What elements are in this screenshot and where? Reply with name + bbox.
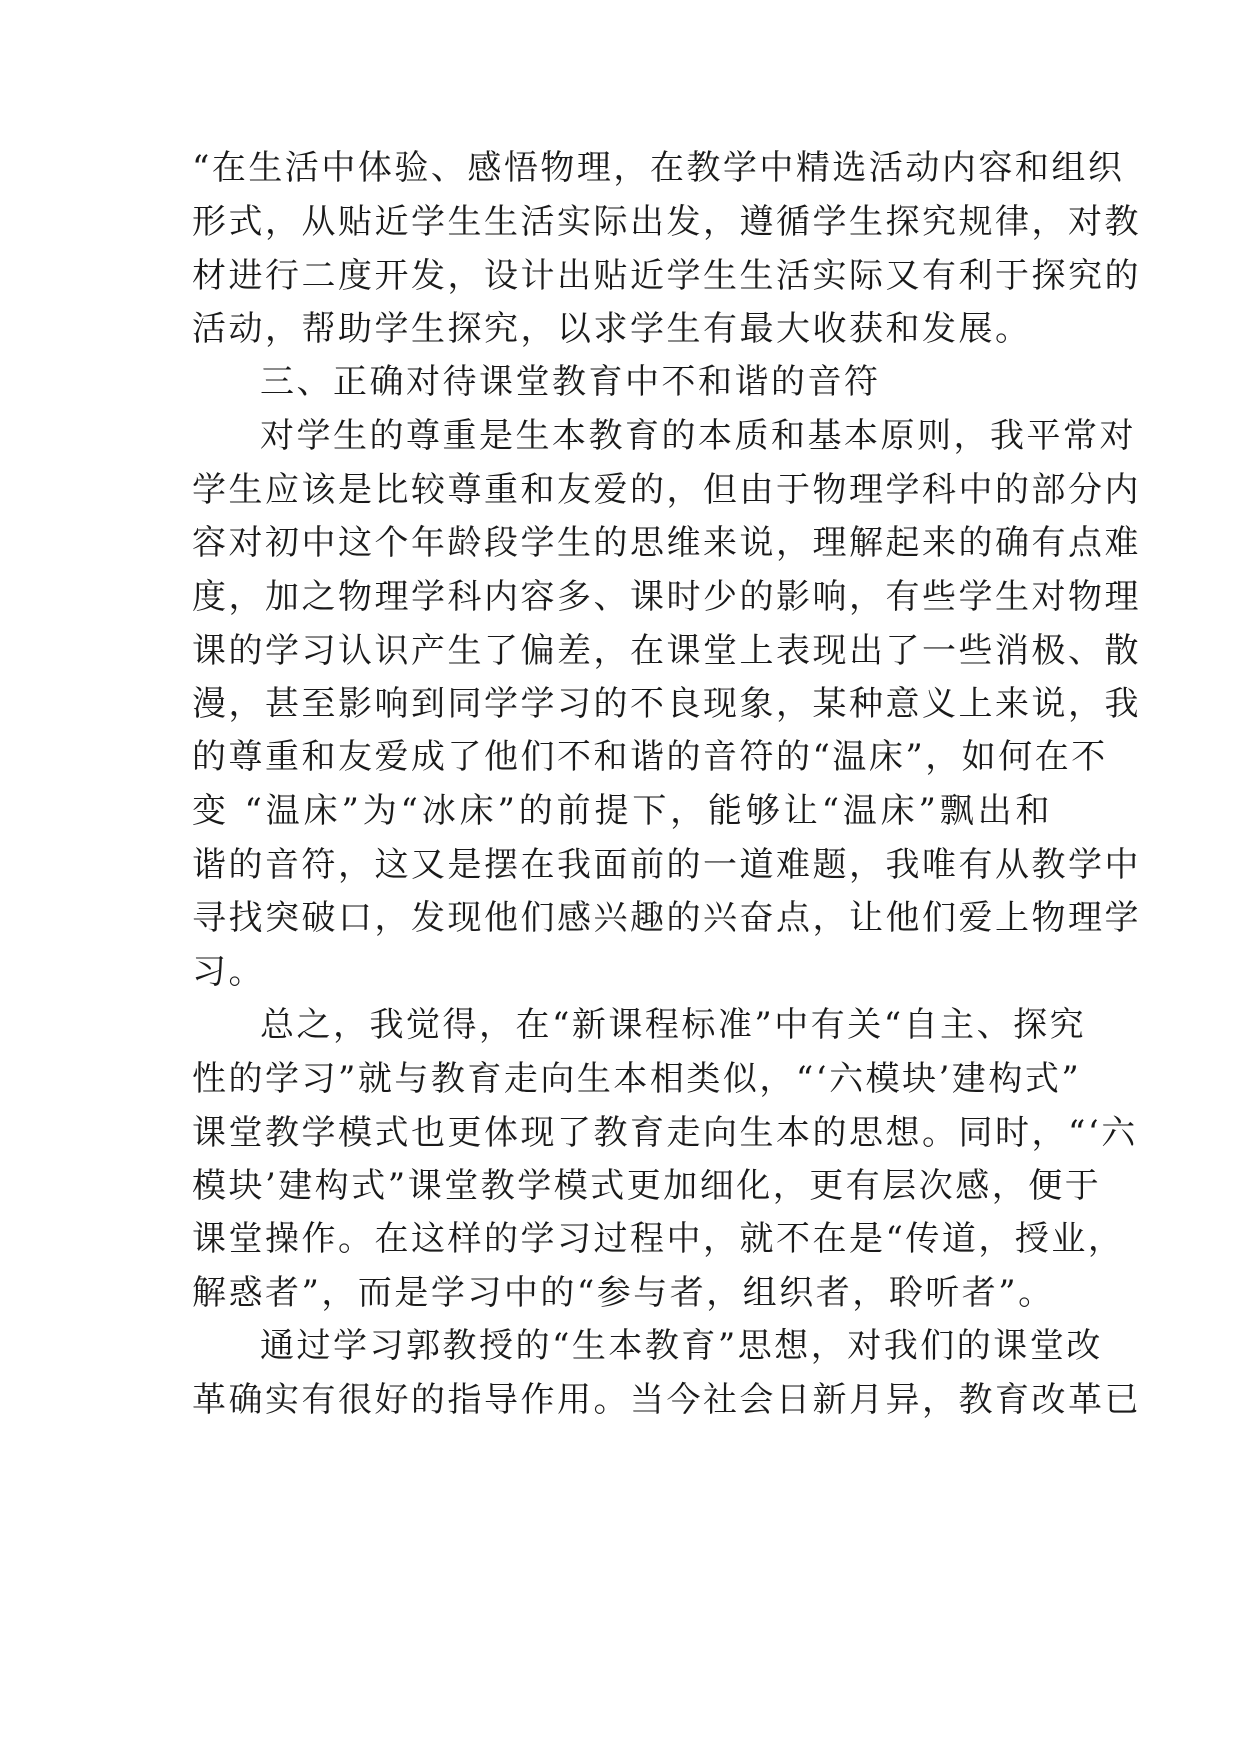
- text-line: 学生应该是比较尊重和友爱的，但由于物理学科中的部分内: [192, 470, 1141, 510]
- text-line: 漫，甚至影响到同学学习的不良现象，某种意义上来说，我: [192, 684, 1141, 724]
- text-line: 习。: [192, 952, 265, 992]
- text-line: 谐的音符，这又是摆在我面前的一道难题，我唯有从教学中: [192, 845, 1141, 885]
- text-line: 变 “温床”为“冰床”的前提下，能够让“温床”飘出和: [192, 791, 1052, 831]
- text-line: 对学生的尊重是生本教育的本质和基本原则，我平常对: [260, 416, 1136, 456]
- text-line: 形式，从贴近学生生活实际出发，遵循学生探究规律，对教: [192, 202, 1141, 242]
- text-line: 课堂教学模式也更体现了教育走向生本的思想。同时，“‘六: [192, 1113, 1138, 1153]
- text-line: 解惑者”，而是学习中的“参与者，组织者，聆听者”。: [192, 1273, 1055, 1313]
- text-line: 容对初中这个年龄段学生的思维来说，理解起来的确有点难: [192, 523, 1141, 563]
- text-line: 通过学习郭教授的“生本教育”思想，对我们的课堂改: [260, 1326, 1103, 1366]
- text-line: 性的学习”就与教育走向生本相类似，“‘六模块’建构式”: [192, 1059, 1082, 1099]
- section-heading: 三、正确对待课堂教育中不和谐的音符: [260, 362, 881, 402]
- text-line: 课的学习认识产生了偏差，在课堂上表现出了一些消极、散: [192, 631, 1141, 671]
- text-line: 革确实有很好的指导作用。当今社会日新月异，教育改革已: [192, 1380, 1141, 1420]
- text-line: 寻找突破口，发现他们感兴趣的兴奋点，让他们爱上物理学: [192, 898, 1141, 938]
- text-line: 的尊重和友爱成了他们不和谐的音符的“温床”，如何在不: [192, 737, 1108, 777]
- text-line: 模块’建构式”课堂教学模式更加细化，更有层次感，便于: [192, 1166, 1102, 1206]
- text-line: 材进行二度开发，设计出贴近学生生活实际又有利于探究的: [192, 256, 1141, 296]
- text-line: “在生活中体验、感悟物理，在教学中精选活动内容和组织: [192, 148, 1125, 188]
- text-line: 度，加之物理学科内容多、课时少的影响，有些学生对物理: [192, 577, 1141, 617]
- text-line: 总之，我觉得，在“新课程标准”中有关“自主、探究: [260, 1005, 1087, 1045]
- text-line: 课堂操作。在这样的学习过程中，就不在是“传道，授业，: [192, 1219, 1125, 1259]
- text-line: 活动，帮助学生探究，以求学生有最大收获和发展。: [192, 309, 1032, 349]
